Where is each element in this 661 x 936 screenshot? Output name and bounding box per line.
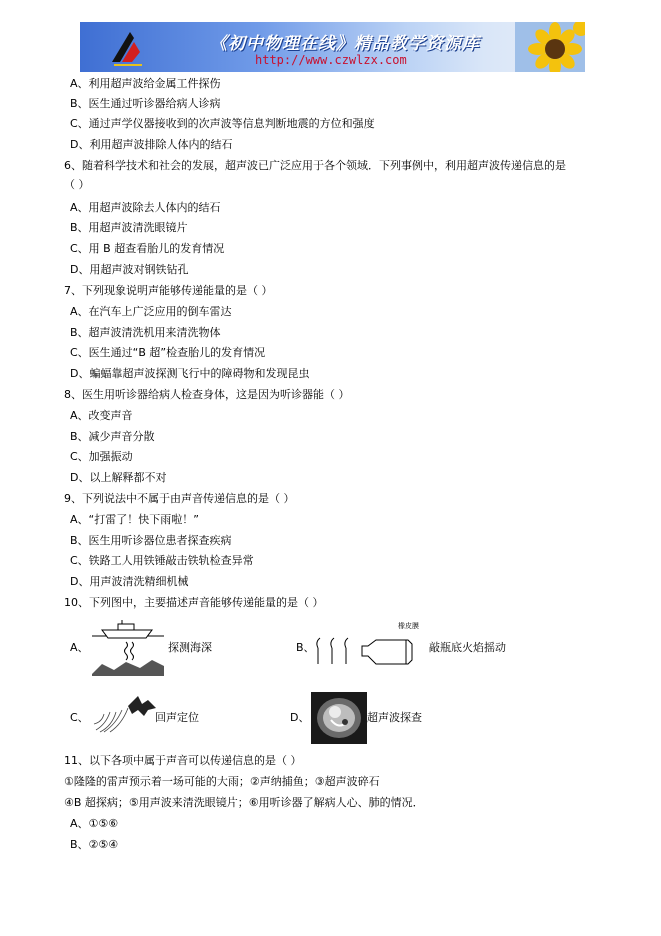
- q5-option-d: D、利用超声波排除人体内的结石: [70, 138, 233, 151]
- q10-option-c-caption: 回声定位: [155, 711, 199, 724]
- q7-option-a: A、在汽车上广泛应用的倒车雷达: [70, 305, 232, 318]
- candle-bottle-figure: [312, 626, 422, 666]
- q6-option-b: B、用超声波清洗眼镜片: [70, 221, 188, 234]
- q8-option-c: C、加强振动: [70, 450, 133, 463]
- q6-stem-cont: （ ）: [64, 178, 90, 191]
- q9-option-d: D、用声波清洗精细机械: [70, 575, 189, 588]
- q10-option-b-letter: B、: [296, 641, 315, 654]
- q7-option-b: B、超声波清洗机用来清洗物体: [70, 326, 221, 339]
- q10-option-c-letter: C、: [70, 711, 89, 724]
- sunflower-icon: [515, 22, 585, 72]
- q9-option-a: A、“打雷了！快下雨啦！”: [70, 513, 199, 526]
- q5-option-c: C、通过声学仪器接收到的次声波等信息判断地震的方位和强度: [70, 117, 375, 130]
- q11-line2: ④B 超探病；⑤用声波来清洗眼镜片；⑥用听诊器了解病人心、肺的情况．: [64, 796, 424, 809]
- q9-stem: 9、下列说法中不属于由声音传递信息的是（ ）: [64, 492, 295, 505]
- q6-option-c: C、用 B 超查看胎儿的发育情况: [70, 242, 225, 255]
- q11-option-b: B、②⑤④: [70, 838, 119, 851]
- header-banner: [80, 22, 585, 72]
- q8-option-b: B、减少声音分散: [70, 430, 155, 443]
- q9-option-b: B、医生用听诊器位患者探查疾病: [70, 534, 232, 547]
- q6-option-a: A、用超声波除去人体内的结石: [70, 201, 221, 214]
- q10-option-d-caption: 超声波探查: [367, 711, 422, 724]
- ship-sonar-figure: [92, 618, 164, 676]
- banner-title: 《初中物理在线》精品教学资源库: [210, 34, 480, 54]
- q8-option-d: D、以上解释都不对: [70, 471, 167, 484]
- q5-option-b: B、医生通过听诊器给病人诊病: [70, 97, 221, 110]
- q10-option-a-letter: A、: [70, 641, 89, 654]
- site-logo-icon: [108, 28, 144, 66]
- q10-option-a-caption: 探测海深: [168, 641, 212, 654]
- q10-stem: 10、下列图中，主要描述声音能够传递能量的是（ ）: [64, 596, 324, 609]
- q6-stem: 6、随着科学技术和社会的发展，超声波已广泛应用于各个领域．下列事例中，利用超声波传递信息的是: [64, 159, 566, 172]
- q6-option-d: D、用超声波对钢铁钻孔: [70, 263, 189, 276]
- q10-option-b-figure-label: 橡皮膜: [398, 622, 419, 630]
- q7-stem: 7、下列现象说明声能够传递能量的是（ ）: [64, 284, 273, 297]
- q11-stem: 11、以下各项中属于声音可以传递信息的是（ ）: [64, 754, 302, 767]
- q10-option-b-caption: 敲瓶底火焰摇动: [429, 641, 506, 654]
- q9-option-c: C、铁路工人用铁锤敲击铁轨检查异常: [70, 554, 254, 567]
- ultrasound-scan-figure: [311, 692, 367, 744]
- banner-url: http://www.czwlzx.com: [255, 53, 407, 67]
- q8-option-a: A、改变声音: [70, 409, 133, 422]
- bat-echolocation-figure: [92, 690, 158, 734]
- q7-option-d: D、蝙蝠靠超声波探测飞行中的障碍物和发现昆虫: [70, 367, 310, 380]
- q8-stem: 8、医生用听诊器给病人检查身体，这是因为听诊器能（ ）: [64, 388, 350, 401]
- q11-option-a: A、①⑤⑥: [70, 817, 119, 830]
- q10-option-d-letter: D、: [290, 711, 310, 724]
- q5-option-a: A、利用超声波给金属工件探伤: [70, 77, 221, 90]
- q7-option-c: C、医生通过“B 超”检查胎儿的发育情况: [70, 346, 266, 359]
- q11-line1: ①隆隆的雷声预示着一场可能的大雨；②声纳捕鱼；③超声波碎石: [64, 775, 380, 788]
